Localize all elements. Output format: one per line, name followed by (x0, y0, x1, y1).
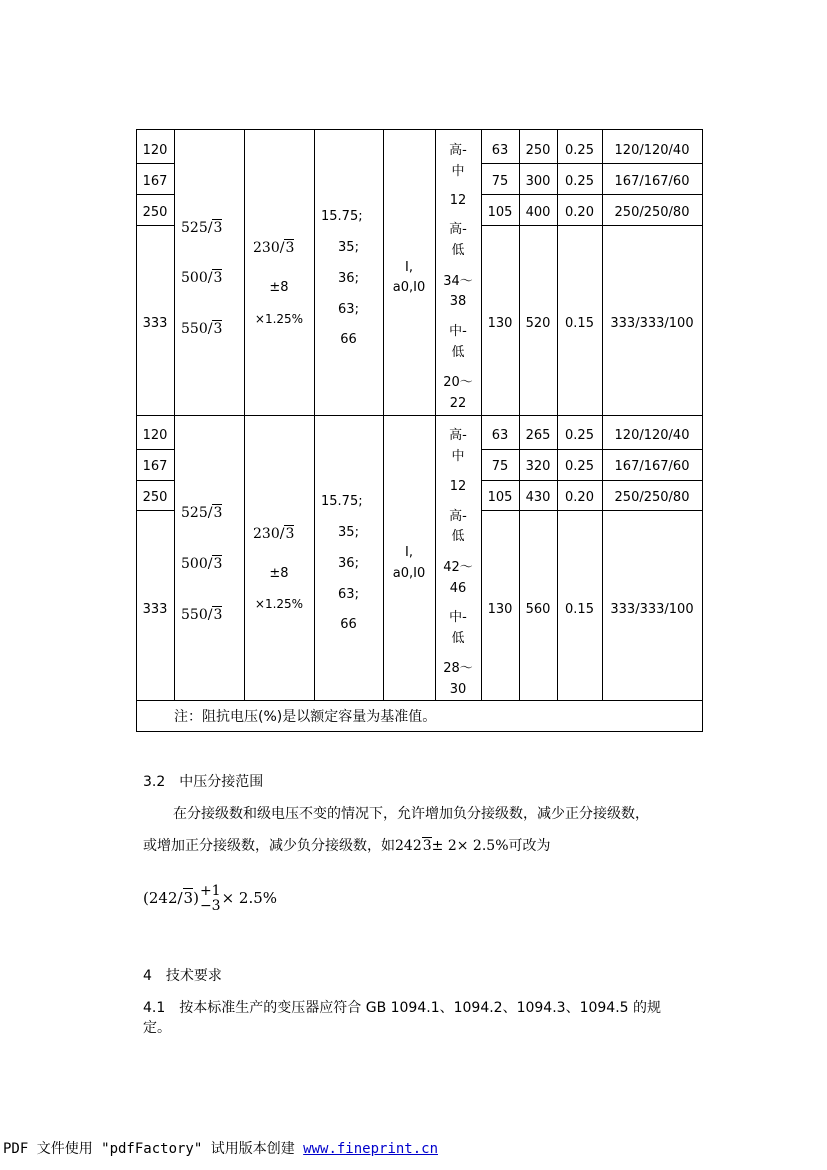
cell-no-load-loss: 75 (491, 459, 509, 474)
cell-mv-tap: ±8 (269, 280, 289, 295)
cell-impedance: 中- (449, 324, 467, 339)
paragraph-line: 4.1 按本标准生产的变压器应符合 GB 1094.1、1094.2、1094.3、1094.5 的规 (143, 1000, 662, 1016)
parameter-table (136, 129, 703, 732)
cell-impedance: 28～ (443, 661, 473, 676)
cell-no-load-loss: 105 (487, 490, 513, 505)
table-line (136, 415, 703, 416)
cell-no-load-loss: 130 (487, 316, 513, 331)
cell-lv-voltage: 35; (338, 240, 359, 255)
cell-capacity-ratio: 333/333/100 (610, 602, 694, 617)
cell-capacity-ratio: 167/167/60 (614, 459, 690, 474)
cell-lv-voltage: 36; (338, 271, 359, 286)
cell-hv-voltage: 525/3 (181, 220, 223, 236)
paragraph-line: 定。 (143, 1020, 171, 1036)
cell-mv-tap: ±8 (269, 566, 289, 581)
cell-hv-voltage: 550/3 (181, 607, 223, 623)
table-line (481, 449, 703, 450)
cell-hv-voltage: 500/3 (181, 556, 223, 572)
cell-capacity-ratio: 250/250/80 (614, 490, 690, 505)
table-line (481, 480, 703, 481)
table-line (314, 129, 315, 701)
table-line (481, 163, 703, 164)
cell-impedance: 高- (449, 143, 467, 158)
cell-load-loss: 250 (525, 143, 551, 158)
cell-impedance: 42～ (443, 560, 473, 575)
cell-no-load-loss: 130 (487, 602, 513, 617)
cell-connection: a0,Ⅰ0 (392, 280, 426, 295)
cell-lv-voltage: 63; (338, 587, 359, 602)
cell-impedance: 22 (449, 396, 467, 411)
cell-no-load-current: 0.25 (565, 459, 594, 474)
cell-mv-step: ×1.25% (254, 312, 304, 326)
cell-no-load-current: 0.25 (565, 174, 594, 189)
cell-lv-voltage: 36; (338, 556, 359, 571)
cell-load-loss: 430 (525, 490, 551, 505)
table-note: 注：阻抗电压(%)是以额定容量为基准值。 (174, 709, 437, 725)
cell-impedance: 46 (449, 581, 467, 596)
cell-impedance: 34～ (443, 274, 473, 289)
table-line (702, 129, 703, 732)
cell-capacity-ratio: 120/120/40 (614, 143, 690, 158)
cell-capacity: 120 (142, 143, 168, 158)
cell-lv-voltage: 63; (338, 302, 359, 317)
cell-impedance: 高- (449, 509, 467, 524)
table-line (136, 480, 174, 481)
cell-impedance: 中 (451, 164, 465, 179)
table-line (174, 129, 175, 701)
cell-no-load-loss: 63 (491, 428, 509, 443)
cell-lv-voltage: 66 (340, 332, 357, 347)
cell-load-loss: 320 (525, 459, 551, 474)
cell-no-load-current: 0.20 (565, 490, 594, 505)
table-line (136, 510, 174, 511)
table-line (136, 731, 703, 732)
formula-modified-range: (242/3) +1 −3 × 2.5% (143, 883, 278, 914)
cell-no-load-current: 0.15 (565, 602, 594, 617)
table-line (136, 163, 174, 164)
table-line (383, 129, 384, 701)
cell-load-loss: 300 (525, 174, 551, 189)
cell-impedance: 低 (451, 243, 465, 258)
cell-no-load-loss: 105 (487, 205, 513, 220)
cell-impedance: 12 (449, 479, 467, 494)
cell-impedance: 高- (449, 428, 467, 443)
table-line (481, 510, 703, 511)
cell-connection: Ⅰ, (405, 545, 413, 560)
cell-lv-voltage: 66 (340, 617, 357, 632)
section-heading-4: 4 技术要求 (143, 968, 222, 984)
cell-capacity: 250 (142, 490, 168, 505)
cell-impedance: 高- (449, 222, 467, 237)
cell-impedance: 中- (449, 610, 467, 625)
cell-impedance: 低 (451, 345, 465, 360)
footer-link[interactable]: www.fineprint.cn (303, 1141, 439, 1157)
cell-load-loss: 400 (525, 205, 551, 220)
table-line (136, 129, 703, 130)
cell-mv-step: ×1.25% (254, 597, 304, 611)
cell-impedance: 30 (449, 682, 467, 697)
cell-capacity: 333 (142, 316, 168, 331)
cell-capacity-ratio: 120/120/40 (614, 428, 690, 443)
cell-impedance: 20～ (443, 375, 473, 390)
cell-connection: Ⅰ, (405, 260, 413, 275)
cell-capacity-ratio: 250/250/80 (614, 205, 690, 220)
cell-no-load-current: 0.25 (565, 428, 594, 443)
table-line (136, 449, 174, 450)
cell-hv-voltage: 525/3 (181, 505, 223, 521)
table-line (481, 225, 703, 226)
footer-text: PDF 文件使用 "pdfFactory" 试用版本创建 (3, 1141, 304, 1157)
cell-hv-voltage: 500/3 (181, 270, 223, 286)
cell-mv-voltage: 230/3 (253, 526, 295, 542)
section-heading-3-2: 3.2 中压分接范围 (143, 774, 264, 790)
cell-lv-voltage: 15.75; (321, 494, 363, 509)
cell-no-load-current: 0.20 (565, 205, 594, 220)
cell-hv-voltage: 550/3 (181, 321, 223, 337)
cell-capacity: 120 (142, 428, 168, 443)
cell-no-load-current: 0.25 (565, 143, 594, 158)
cell-capacity: 333 (142, 602, 168, 617)
cell-capacity: 250 (142, 205, 168, 220)
cell-lv-voltage: 15.75; (321, 209, 363, 224)
paragraph-line: 在分接级数和级电压不变的情况下，允许增加负分接级数，减少正分接级数， (173, 806, 649, 822)
cell-load-loss: 520 (525, 316, 551, 331)
table-line (136, 194, 174, 195)
cell-mv-voltage: 230/3 (253, 240, 295, 256)
cell-no-load-current: 0.15 (565, 316, 594, 331)
table-line (244, 129, 245, 701)
cell-impedance: 中 (451, 449, 465, 464)
formula-tap-range: 2423± 2× 2.5% (395, 838, 509, 854)
cell-no-load-loss: 75 (491, 174, 509, 189)
pdf-footer (3, 1138, 438, 1158)
paragraph-text: 或增加正分接级数，减少负分接级数，如 (143, 838, 395, 854)
cell-lv-voltage: 35; (338, 525, 359, 540)
cell-capacity: 167 (142, 174, 168, 189)
paragraph-line (143, 836, 551, 856)
cell-connection: a0,Ⅰ0 (392, 566, 426, 581)
paragraph-text: 可改为 (508, 838, 551, 854)
table-line (481, 194, 703, 195)
cell-impedance: 12 (449, 193, 467, 208)
table-line (136, 700, 703, 701)
cell-capacity-ratio: 333/333/100 (610, 316, 694, 331)
cell-load-loss: 265 (525, 428, 551, 443)
cell-capacity-ratio: 167/167/60 (614, 174, 690, 189)
cell-no-load-loss: 63 (491, 143, 509, 158)
cell-impedance: 38 (449, 294, 467, 309)
table-line (136, 225, 174, 226)
cell-impedance: 低 (451, 529, 465, 544)
cell-capacity: 167 (142, 459, 168, 474)
cell-impedance: 低 (451, 631, 465, 646)
cell-load-loss: 560 (525, 602, 551, 617)
